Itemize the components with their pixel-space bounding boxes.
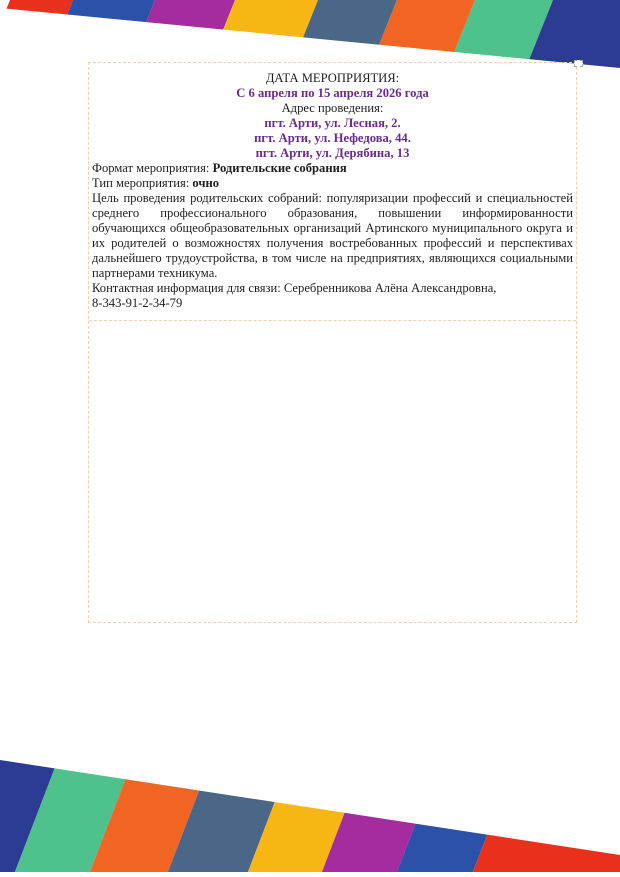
event-date-label: ДАТА МЕРОПРИЯТИЯ: bbox=[265, 71, 400, 85]
address-line: пгт. Арти, ул. Дерябина, 13 bbox=[255, 146, 410, 160]
contact-phone: 8-343-91-2-34-79 bbox=[92, 296, 183, 310]
stripe-banner-top bbox=[0, 0, 620, 70]
purpose-paragraph: Цель проведения родительских собраний: популяризации профессий и специальностей среднего профессионального образования, повышении информированности обучающихся общеобразовательных организаций Артинского муниципального округа и их родителей о возможностях получения востребованных профессий и перспективах дальнейшего трудоустройства, в том числе на предприятиях, являющихся социальными партнерами техникума. bbox=[92, 191, 573, 280]
address-label: Адрес проведения: bbox=[281, 101, 384, 115]
empty-section bbox=[89, 321, 576, 621]
stripe-banner-bottom bbox=[0, 757, 620, 877]
type-field-label: Тип мероприятия: bbox=[92, 176, 193, 190]
format-field-value: Родительские собрания bbox=[212, 161, 347, 175]
contact-line: Контактная информация для связи: Серебренникова Алёна Александровна, bbox=[92, 281, 497, 295]
format-field-label: Формат мероприятия: bbox=[92, 161, 213, 175]
event-info-section bbox=[89, 63, 576, 321]
address-line: пгт. Арти, ул. Лесная, 2. bbox=[264, 116, 401, 130]
content-box bbox=[88, 62, 577, 623]
format-field bbox=[92, 161, 573, 176]
type-field bbox=[92, 176, 573, 191]
address-line: пгт. Арти, ул. Нефедова, 44. bbox=[254, 131, 411, 145]
type-field-value: очно bbox=[192, 176, 220, 190]
corner-handle-marker bbox=[574, 60, 583, 67]
event-date-value: С 6 апреля по 15 апреля 2026 года bbox=[236, 86, 429, 100]
